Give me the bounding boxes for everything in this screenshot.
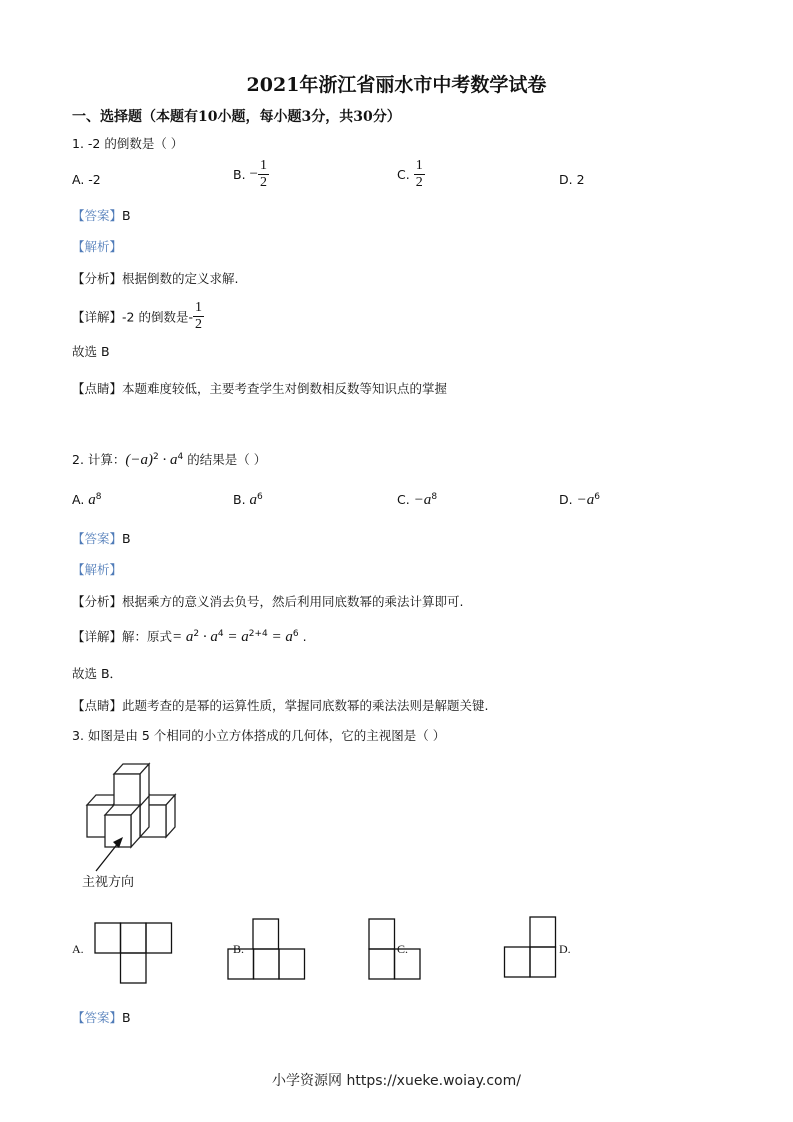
option-b-view-cell xyxy=(253,919,279,949)
option-d-view-cell xyxy=(505,947,531,977)
page-title: 2021年浙江省丽水市中考数学试卷 xyxy=(246,74,547,96)
cube-front-face xyxy=(114,774,140,806)
math: · a xyxy=(199,629,218,645)
denominator: 2 xyxy=(260,175,268,190)
math: a xyxy=(88,492,96,509)
xiangjie-text: 解：原式 xyxy=(122,629,173,644)
footer-watermark: 小学资源网 https://xueke.woiay.com/ xyxy=(272,1073,521,1089)
option-a-view-cell xyxy=(95,923,121,953)
view-direction-label: 主视方向 xyxy=(82,875,135,890)
option-label: A. xyxy=(72,492,85,508)
q3-option-a-label: A. xyxy=(72,942,84,956)
option-d-view-cell xyxy=(530,947,556,977)
q2-guxuan: 故选 B． xyxy=(72,666,123,681)
answer-label: 【答案】 xyxy=(72,531,123,546)
option-label: D. xyxy=(559,492,573,508)
exponent: 6 xyxy=(292,628,299,639)
fenxi-text: 根据乘方的意义消去负号，然后利用同底数幂的乘法计算即可. xyxy=(122,594,464,609)
exponent: 6 xyxy=(594,492,600,502)
numerator: 1 xyxy=(415,158,423,173)
math: (−a) xyxy=(125,452,154,468)
xiangjie-label: 【详解】 xyxy=(72,309,123,325)
option-a-view-cell xyxy=(121,953,147,983)
xiangjie-label: 【详解】 xyxy=(72,629,123,644)
section-heading: 一、选择题（本题有10小题，每小题3分，共30分） xyxy=(72,109,401,125)
math: = a xyxy=(172,629,194,645)
math: −a xyxy=(413,492,432,509)
option-label: C. xyxy=(397,167,410,182)
option-b-view-cell xyxy=(279,949,305,979)
exponent: 2 xyxy=(153,451,159,462)
option-c-view-cell xyxy=(369,919,395,949)
fenxi-text: 根据倒数的定义求解. xyxy=(122,271,239,286)
exponent: 8 xyxy=(431,492,438,502)
exponent: 4 xyxy=(217,628,224,639)
option-d-view-cell xyxy=(530,917,556,947)
q1-guxuan: 故选 B xyxy=(72,344,110,359)
answer-value: B xyxy=(122,1010,131,1025)
xiangjie-text: -2 的倒数是- xyxy=(122,309,193,325)
q3-option-d-label: D. xyxy=(559,942,571,956)
q1-option-d: D. 2 xyxy=(559,172,585,187)
q3-answer xyxy=(72,1008,131,1026)
answer-label: 【答案】 xyxy=(72,1010,123,1025)
q3-stem: 3. 如图是由 5 个相同的小立方体搭成的几何体，它的主视图是（ ） xyxy=(72,728,446,743)
dianjing-text: 本题难度较低，主要考查学生对倒数相反数等知识点的掌握 xyxy=(122,381,448,396)
math: = a xyxy=(223,629,249,645)
exponent: 8 xyxy=(95,492,102,502)
option-c-view-cell xyxy=(369,949,395,979)
denominator: 2 xyxy=(194,317,202,332)
answer-value: B xyxy=(122,208,131,223)
minus-sign: − xyxy=(249,166,259,182)
q3-option-b-label: B. xyxy=(233,942,245,956)
math: = a xyxy=(267,629,293,645)
exponent: 2+4 xyxy=(248,628,268,639)
option-b-view-cell xyxy=(254,949,280,979)
stem-suffix: 的结果是（ ） xyxy=(183,452,267,467)
q1-stem: 1. -2 的倒数是（ ） xyxy=(72,136,184,151)
q1-analysis-label: 【解析】 xyxy=(72,239,123,254)
fenxi-label: 【分析】 xyxy=(72,271,123,286)
exponent: 6 xyxy=(257,492,263,502)
fenxi-label: 【分析】 xyxy=(72,594,123,609)
q2-analysis-label: 【解析】 xyxy=(72,562,123,577)
option-a-view-cell xyxy=(146,923,172,953)
dianjing-text: 此题考查的是幂的运算性质，掌握同底数幂的乘法法则是解题关键. xyxy=(122,698,489,713)
denominator: 2 xyxy=(415,175,423,190)
dianjing-label: 【点睛】 xyxy=(72,381,123,396)
math: −a xyxy=(576,492,595,509)
option-label: B. xyxy=(233,492,246,508)
math: a xyxy=(249,492,258,509)
stem-prefix: 2. 计算： xyxy=(72,452,126,467)
period: . xyxy=(298,629,307,644)
option-label: C. xyxy=(397,492,410,508)
q3-option-c-label: C. xyxy=(397,942,409,956)
answer-label: 【答案】 xyxy=(72,208,123,223)
numerator: 1 xyxy=(194,300,202,315)
numerator: 1 xyxy=(260,158,268,173)
dianjing-label: 【点睛】 xyxy=(72,698,123,713)
q1-option-a: A. -2 xyxy=(72,172,101,187)
option-a-view-cell xyxy=(121,923,147,953)
option-label: B. xyxy=(233,167,246,182)
exponent: 2 xyxy=(193,628,200,639)
exponent: 4 xyxy=(177,451,184,462)
math: · a xyxy=(158,452,178,468)
answer-value: B xyxy=(122,531,131,546)
